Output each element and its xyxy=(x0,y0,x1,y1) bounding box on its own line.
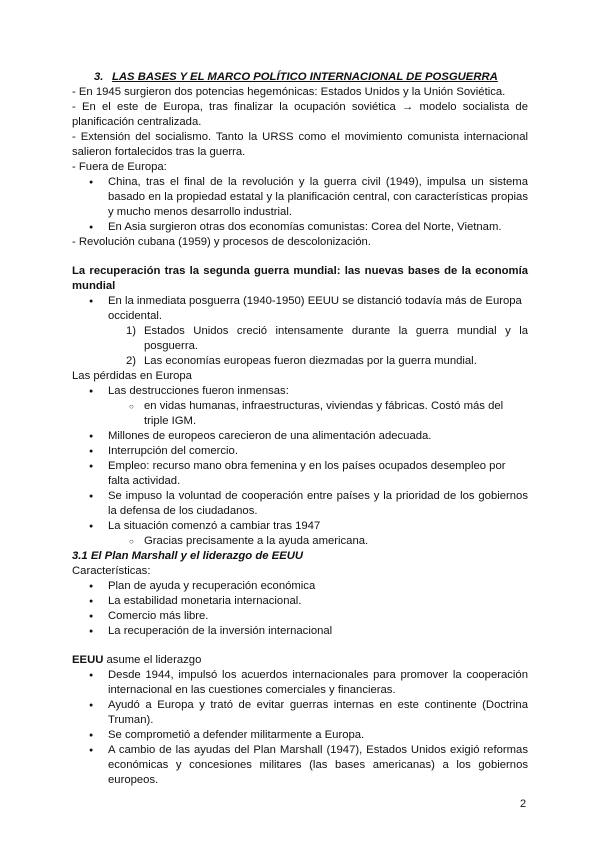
leadership-intro xyxy=(72,653,528,668)
list-item: ● Interrupción del comercio. xyxy=(72,444,528,459)
item-number: 1) xyxy=(126,325,137,337)
marshall-list xyxy=(72,579,528,639)
list-item: ● Comercio más libre. xyxy=(72,609,528,624)
sub-list-item: ○ Gracias precisamente a la ayuda americana. xyxy=(72,534,528,549)
list-item: ● Desde 1944, impulsó los acuerdos internacionales para promover la cooperación internacional en las cuestiones comerciales y financieras. xyxy=(72,668,528,698)
item-number: 2) xyxy=(126,355,137,367)
numbered-item xyxy=(72,354,528,369)
list-item: ● La situación comenzó a cambiar tras 1947 xyxy=(72,519,528,534)
recovery-numbered-list xyxy=(72,324,528,369)
leadership-rest: asume el liderazgo xyxy=(103,654,202,666)
list-item: ● La recuperación de la inversión internacional xyxy=(72,624,528,639)
list-item: ● Millones de europeos carecieron de una alimentación adecuada. xyxy=(72,429,528,444)
marshall-intro: Características: xyxy=(72,565,151,577)
list-item: ● En la inmediata posguerra (1940-1950) EEUU se distanció todavía más de Europa occidental. xyxy=(72,294,528,324)
list-item: ● China, tras el final de la revolución y la guerra civil (1949), impulsa un sistema basado en la propiedad estatal y la planificación central, con características propias y mucho menos desarrollo industrial. xyxy=(72,175,528,220)
paragraph-line: - En el este de Europa, tras finalizar la ocupación soviética → modelo socialista de planificación centralizada. xyxy=(72,101,528,128)
outside-europe-list xyxy=(72,175,528,235)
list-item: ● En Asia surgieron otras dos economías comunistas: Corea del Norte, Vietnam. xyxy=(72,220,528,235)
losses-list xyxy=(72,384,528,549)
list-item: ● Las destrucciones fueron inmensas: xyxy=(72,384,528,399)
marshall-heading: 3.1 El Plan Marshall y el liderazgo de EEUU xyxy=(72,550,304,562)
paragraph-line: - En 1945 surgieron dos potencias hegemónicas: Estados Unidos y la Unión Soviética. xyxy=(72,86,506,98)
list-item: ● Empleo: recurso mano obra femenina y en los países ocupados desempleo por falta actividad. xyxy=(72,459,528,489)
section-number: 3. xyxy=(94,71,104,83)
page-number: 2 xyxy=(520,798,527,810)
paragraph-line: - Fuera de Europa: xyxy=(72,161,167,173)
numbered-item xyxy=(72,324,528,354)
paragraph-line: - Revolución cubana (1959) y procesos de descolonización. xyxy=(72,236,371,248)
list-item: ● La estabilidad monetaria internacional. xyxy=(72,594,528,609)
leadership-list xyxy=(72,668,528,788)
recovery-heading: La recuperación tras la segunda guerra mundial: las nuevas bases de la economía mundial xyxy=(72,265,528,292)
list-item: ● Se comprometió a defender militarmente a Europa. xyxy=(72,728,528,743)
paragraph-line: - Extensión del socialismo. Tanto la URSS como el movimiento comunista internacional salieron fortalecidos tras la guerra. xyxy=(72,131,528,158)
item-text: Las economías europeas fueron diezmadas por la guerra mundial. xyxy=(144,355,477,367)
item-text: Estados Unidos creció intensamente durante la guerra mundial y la posguerra. xyxy=(144,325,528,352)
section-3-heading xyxy=(94,70,528,85)
recovery-list xyxy=(72,294,528,324)
document-page xyxy=(72,70,528,788)
list-item: ● Ayudó a Europa y trató de evitar guerras internas en este continente (Doctrina Truman). xyxy=(72,698,528,728)
leadership-subject: EEUU xyxy=(72,654,104,666)
list-item: ● Se impuso la voluntad de cooperación entre países y la prioridad de los gobiernos la defensa de los ciudadanos. xyxy=(72,489,528,519)
losses-intro: Las pérdidas en Europa xyxy=(72,370,192,382)
section-title: LAS BASES Y EL MARCO POLÍTICO INTERNACIONAL DE POSGUERRA xyxy=(112,71,498,83)
list-item: ● A cambio de las ayudas del Plan Marshall (1947), Estados Unidos exigió reformas económicas y concesiones militares (las bases americanas) a los gobiernos europeos. xyxy=(72,743,528,788)
sub-list-item: ○ en vidas humanas, infraestructuras, viviendas y fábricas. Costó más del triple IGM. xyxy=(72,399,528,429)
list-item: ● Plan de ayuda y recuperación económica xyxy=(72,579,528,594)
